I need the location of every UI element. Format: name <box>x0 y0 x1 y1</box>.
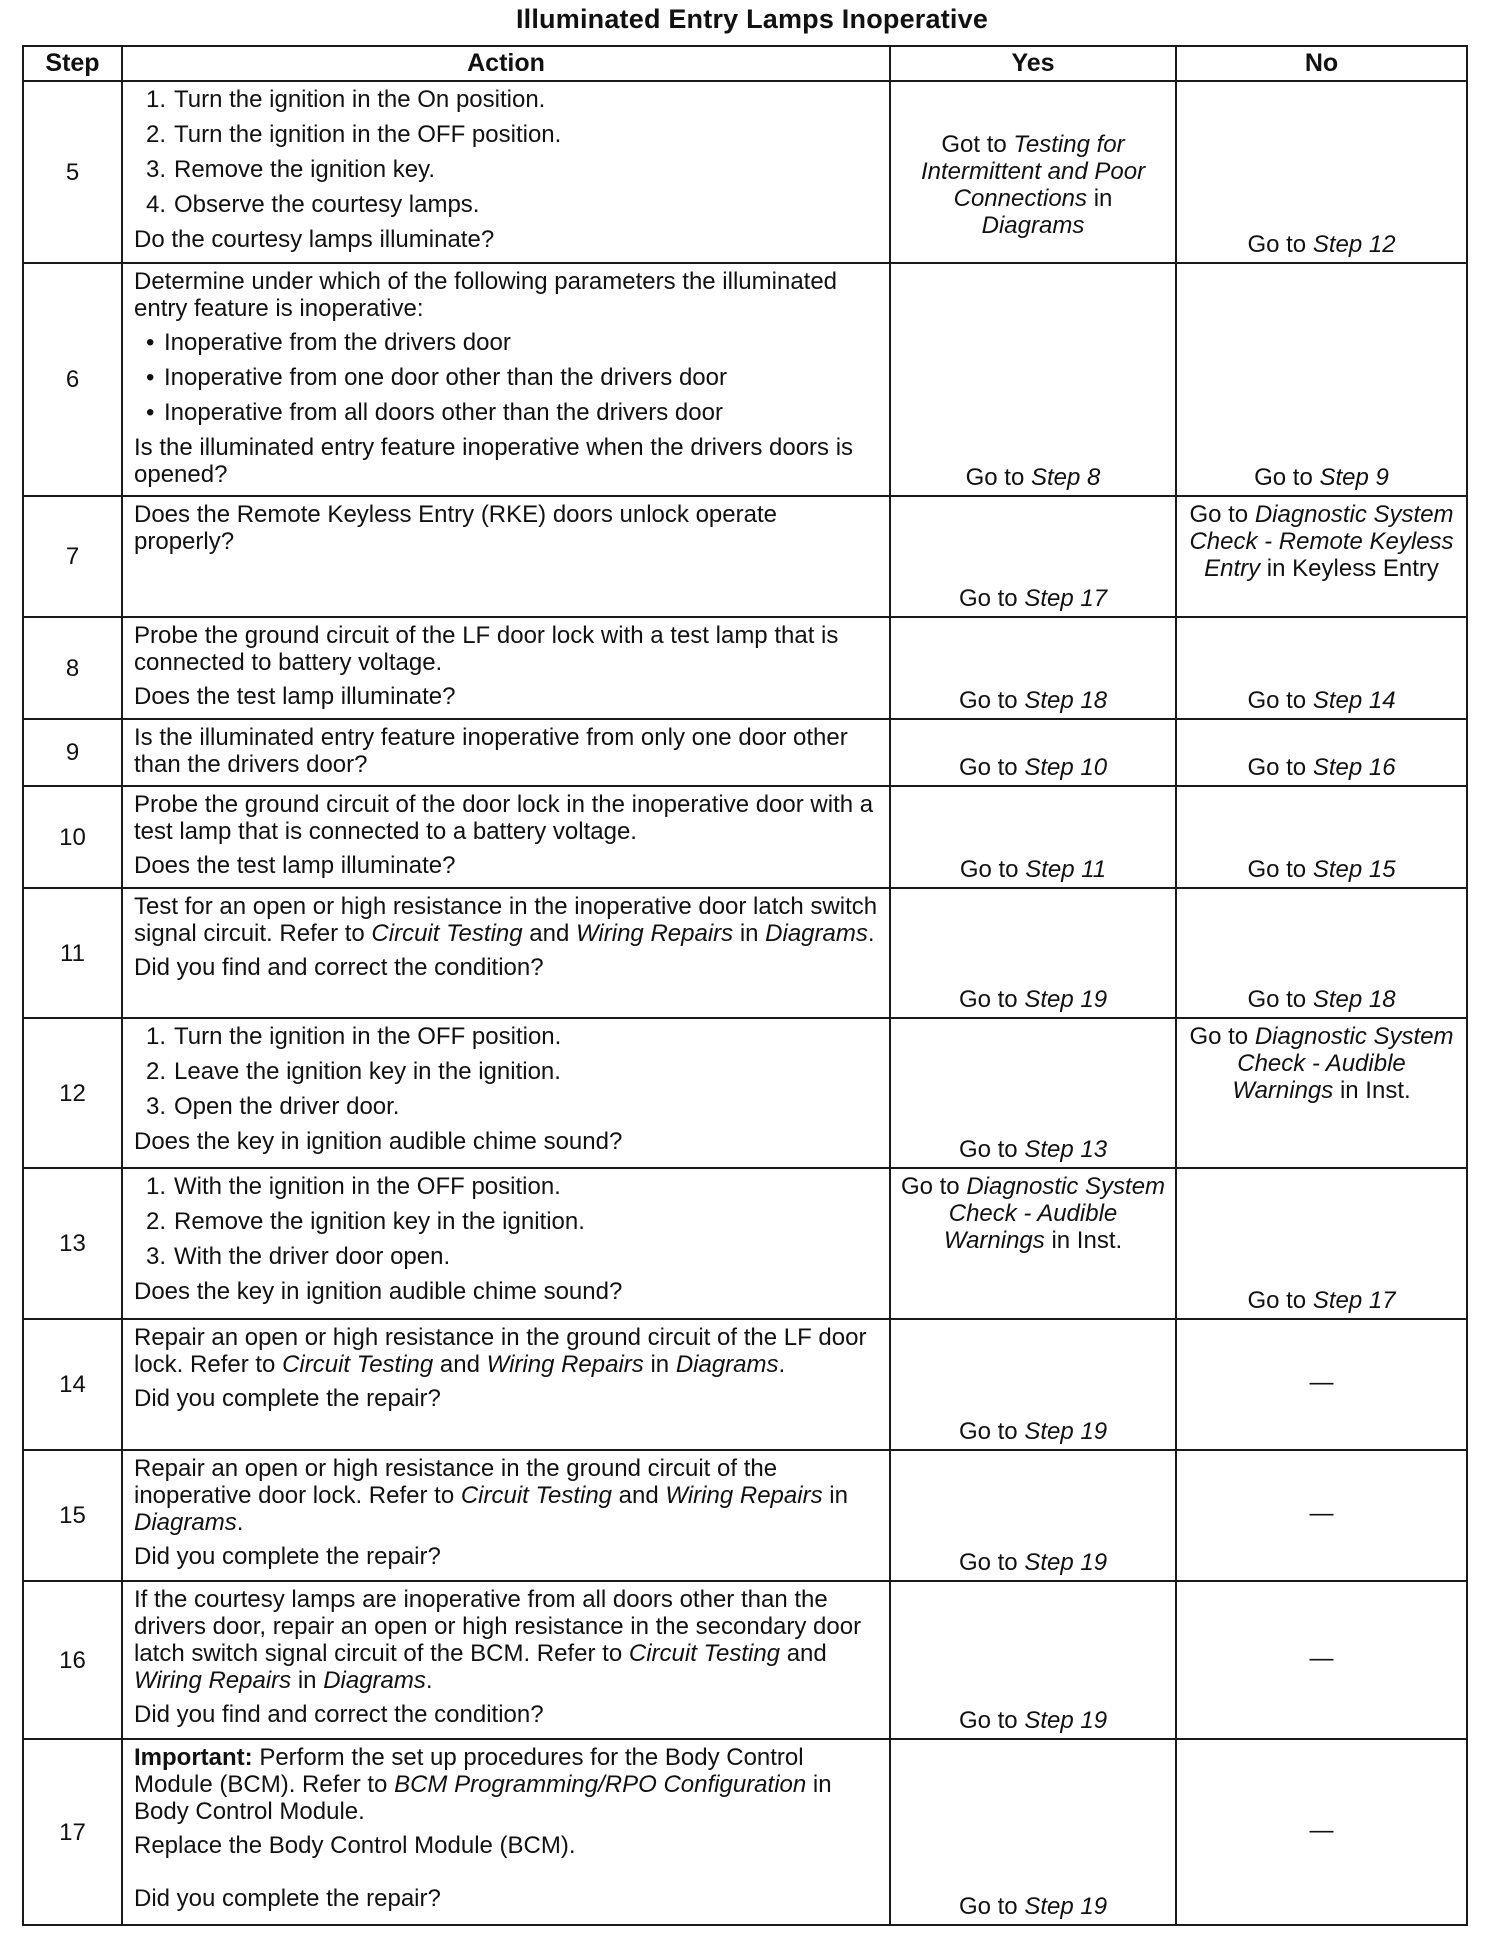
table-row <box>23 1739 1467 1925</box>
header-step: Step <box>23 46 122 81</box>
no-cell: — <box>1176 1581 1467 1739</box>
action-cell <box>122 786 890 888</box>
action-cell <box>122 1018 890 1168</box>
yes-cell: Go to Step 11 <box>890 786 1176 888</box>
table-row <box>23 617 1467 719</box>
table-row <box>23 1319 1467 1450</box>
step-number: 11 <box>23 888 122 1018</box>
no-cell: Go to Step 14 <box>1176 617 1467 719</box>
action-cell <box>122 1168 890 1319</box>
page-title: Illuminated Entry Lamps Inoperative <box>515 4 989 34</box>
action-question: Does the key in ignition audible chime sound? <box>134 1128 623 1155</box>
action-cell <box>122 496 890 617</box>
step-number: 5 <box>23 81 122 263</box>
list-item: 1. With the ignition in the OFF position. <box>145 1173 561 1200</box>
list-item: 3. Remove the ignition key. <box>145 156 436 183</box>
no-cell: — <box>1176 1739 1467 1925</box>
action-question: Is the illuminated entry feature inoperative when the drivers doors is opened? <box>134 434 854 488</box>
table-row <box>23 1581 1467 1739</box>
step-number: 8 <box>23 617 122 719</box>
action-question: Did you find and correct the condition? <box>134 954 544 981</box>
table-row <box>23 888 1467 1018</box>
step-number: 13 <box>23 1168 122 1319</box>
action-cell <box>122 1450 890 1581</box>
action-question: Does the key in ignition audible chime sound? <box>134 1278 623 1305</box>
list-item: 3. Open the driver door. <box>145 1093 400 1120</box>
yes-cell: Go to Step 8 <box>890 263 1176 496</box>
yes-cell: Go to Diagnostic System Check - Audible Warnings in Inst. <box>890 1168 1176 1319</box>
step-number: 10 <box>23 786 122 888</box>
list-item: • Inoperative from all doors other than the drivers door <box>146 399 723 426</box>
action-question: Is the illuminated entry feature inoperative from only one door other than the drivers door? <box>134 724 848 778</box>
no-cell: — <box>1176 1450 1467 1581</box>
yes-cell: Go to Step 17 <box>890 496 1176 617</box>
action-question: Did you complete the repair? <box>134 1543 441 1570</box>
step-number: 12 <box>23 1018 122 1168</box>
action-text: Probe the ground circuit of the LF door lock with a test lamp that is connected to battery voltage. <box>134 622 839 676</box>
yes-cell: Got to Testing for Intermittent and Poor Connections in Diagrams <box>890 81 1176 263</box>
action-cell <box>122 617 890 719</box>
list-item: • Inoperative from the drivers door <box>146 329 511 356</box>
action-question: Does the test lamp illuminate? <box>134 852 456 879</box>
list-item: 3. With the driver door open. <box>145 1243 451 1270</box>
no-cell: Go to Diagnostic System Check - Audible Warnings in Inst. <box>1176 1018 1467 1168</box>
list-item: 1. Turn the ignition in the On position. <box>145 86 546 113</box>
action-text: Test for an open or high resistance in the inoperative door latch switch signal circuit. Refer to Circuit Testing and Wiring Repairs in Diagrams. <box>134 893 878 947</box>
action-cell <box>122 888 890 1018</box>
action-cell <box>122 1319 890 1450</box>
step-number: 9 <box>23 719 122 786</box>
action-text: Repair an open or high resistance in the ground circuit of the LF door lock. Refer to Circuit Testing and Wiring Repairs in Diagrams. <box>134 1324 867 1378</box>
list-item: 2. Leave the ignition key in the ignition. <box>145 1058 561 1085</box>
header-no: No <box>1176 46 1467 81</box>
action-cell <box>122 263 890 496</box>
action-text: Probe the ground circuit of the door lock in the inoperative door with a test lamp that is connected to a battery voltage. <box>134 791 874 845</box>
yes-cell: Go to Step 13 <box>890 1018 1176 1168</box>
step-number: 15 <box>23 1450 122 1581</box>
important-note: Important: Perform the set up procedures for the Body Control Module (BCM). Refer to BCM Programming/RPO Configuration in Body Control Module. <box>134 1744 832 1825</box>
action-question: Did you complete the repair? <box>134 1385 441 1412</box>
action-text: Replace the Body Control Module (BCM). <box>134 1832 576 1859</box>
list-item: 2. Turn the ignition in the OFF position. <box>145 121 562 148</box>
step-number: 16 <box>23 1581 122 1739</box>
list-item: • Inoperative from one door other than the drivers door <box>146 364 727 391</box>
step-number: 17 <box>23 1739 122 1925</box>
header-action: Action <box>122 46 890 81</box>
yes-cell: Go to Step 19 <box>890 1319 1176 1450</box>
important-label: Important: <box>134 1744 253 1771</box>
no-cell: Go to Step 16 <box>1176 719 1467 786</box>
action-question: Do the courtesy lamps illuminate? <box>134 226 495 253</box>
table-row <box>23 1450 1467 1581</box>
table-row <box>23 496 1467 617</box>
yes-cell: Go to Step 19 <box>890 1581 1176 1739</box>
table-row <box>23 1168 1467 1319</box>
table-row <box>23 1018 1467 1168</box>
header-row <box>23 46 1467 81</box>
yes-cell: Go to Step 19 <box>890 888 1176 1018</box>
action-question: Did you find and correct the condition? <box>134 1701 544 1728</box>
step-number: 7 <box>23 496 122 617</box>
action-cell <box>122 81 890 263</box>
list-item: 2. Remove the ignition key in the ignition. <box>145 1208 585 1235</box>
action-question: Does the test lamp illuminate? <box>134 683 456 710</box>
action-question: Does the Remote Keyless Entry (RKE) doors unlock operate properly? <box>134 501 777 555</box>
header-yes: Yes <box>890 46 1176 81</box>
action-text: Repair an open or high resistance in the ground circuit of the inoperative door lock. Refer to Circuit Testing and Wiring Repairs in Diagrams. <box>134 1455 848 1536</box>
action-cell <box>122 1739 890 1925</box>
yes-cell: Go to Step 19 <box>890 1739 1176 1925</box>
no-cell: Go to Step 9 <box>1176 263 1467 496</box>
yes-cell: Go to Step 19 <box>890 1450 1176 1581</box>
table-row <box>23 81 1467 263</box>
table-row <box>23 719 1467 786</box>
table-row <box>23 263 1467 496</box>
no-cell: — <box>1176 1319 1467 1450</box>
yes-cell: Go to Step 10 <box>890 719 1176 786</box>
action-text: If the courtesy lamps are inoperative from all doors other than the drivers door, repair an open or high resistance in the secondary door latch switch signal circuit of the BCM. Refer to Circuit Testing and Wiring Repairs in Diagrams. <box>134 1586 862 1694</box>
no-cell: Go to Step 15 <box>1176 786 1467 888</box>
no-cell: Go to Diagnostic System Check - Remote Keyless Entry in Keyless Entry <box>1176 496 1467 617</box>
yes-cell: Go to Step 18 <box>890 617 1176 719</box>
table-row <box>23 786 1467 888</box>
step-number: 6 <box>23 263 122 496</box>
action-text: Determine under which of the following parameters the illuminated entry feature is inoperative: <box>134 268 838 322</box>
action-question: Did you complete the repair? <box>134 1885 441 1912</box>
diagnostic-table <box>22 45 1468 1926</box>
list-item: 4. Observe the courtesy lamps. <box>145 191 480 218</box>
no-cell: Go to Step 12 <box>1176 81 1467 263</box>
no-cell: Go to Step 18 <box>1176 888 1467 1018</box>
action-cell <box>122 719 890 786</box>
list-item: 1. Turn the ignition in the OFF position. <box>145 1023 562 1050</box>
step-number: 14 <box>23 1319 122 1450</box>
action-cell <box>122 1581 890 1739</box>
no-cell: Go to Step 17 <box>1176 1168 1467 1319</box>
